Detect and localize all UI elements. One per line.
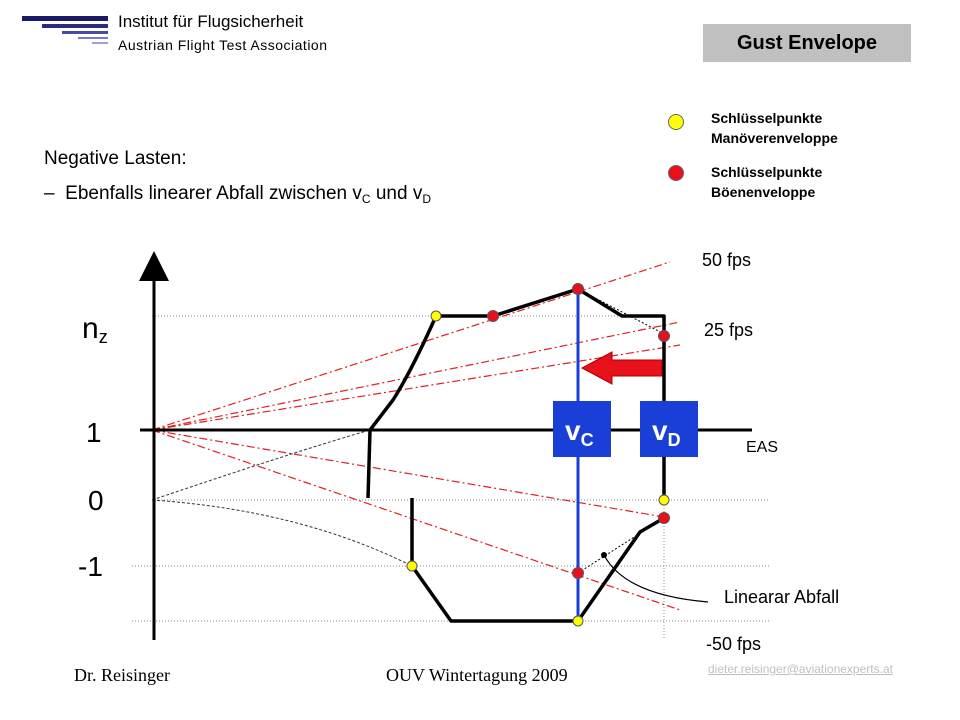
gust-label-25fps: 25 fps	[704, 320, 754, 340]
bullet-sub-c: C	[361, 192, 371, 206]
x-axis-label: EAS	[746, 439, 779, 456]
annotation-linear-decrease: Linearar Abfall	[724, 587, 840, 607]
tick-label-m1: -1	[78, 551, 103, 582]
maneuver-point	[659, 495, 669, 505]
envelope-upper	[370, 289, 664, 500]
shift-arrow-icon	[582, 352, 662, 384]
tick-label-0: 0	[88, 485, 104, 516]
vc-label: $v_C$	[565, 415, 594, 450]
gust-label-50fps: 50 fps	[702, 250, 752, 270]
legend-gust-line1: Schlüsselpunkte	[711, 164, 823, 180]
envelope-lower	[412, 498, 664, 621]
bullet-dash: –	[44, 183, 55, 204]
slide-tag: Gust Envelope	[703, 24, 911, 62]
reference-gridlines	[132, 316, 770, 640]
gust-point	[573, 568, 584, 579]
footer-author: Dr. Reisinger	[74, 665, 170, 685]
gust-label-m50fps: -50 fps	[706, 634, 762, 654]
gust-point	[659, 331, 670, 342]
gust-point	[488, 311, 499, 322]
bullet-und: und v	[370, 183, 423, 204]
gust-point	[659, 513, 670, 524]
stall-curves	[152, 430, 412, 566]
negative-loads-heading: Negative Lasten:	[44, 148, 187, 169]
envelope-stall-drop	[368, 430, 370, 498]
footer-event: OUV Wintertagung 2009	[386, 665, 568, 685]
legend-maneuver-line1: Schlüsselpunkte	[711, 110, 823, 126]
association-name: Austrian Flight Test Association	[118, 37, 328, 53]
legend-gust-line2: Böenenveloppe	[711, 184, 816, 200]
institute-name: Institut für Flugsicherheit	[118, 12, 304, 31]
maneuver-point	[431, 311, 441, 321]
stall-curve-negative	[152, 500, 412, 566]
vd-label: $v_D$	[652, 415, 681, 450]
gust-point	[573, 284, 584, 295]
maneuver-point	[407, 561, 417, 571]
tick-label-1: 1	[86, 417, 102, 448]
y-axis-label: nz	[82, 312, 108, 347]
legend-maneuver-line2: Manöverenveloppe	[711, 130, 838, 146]
maneuver-point	[573, 616, 583, 626]
bullet-text: Ebenfalls linearer Abfall zwischen v	[65, 183, 362, 204]
bullet-sub-d: D	[422, 192, 432, 206]
stall-curve-positive	[152, 430, 370, 500]
footer-email-link[interactable]: dieter.reisinger@aviationexperts.at	[708, 662, 893, 676]
